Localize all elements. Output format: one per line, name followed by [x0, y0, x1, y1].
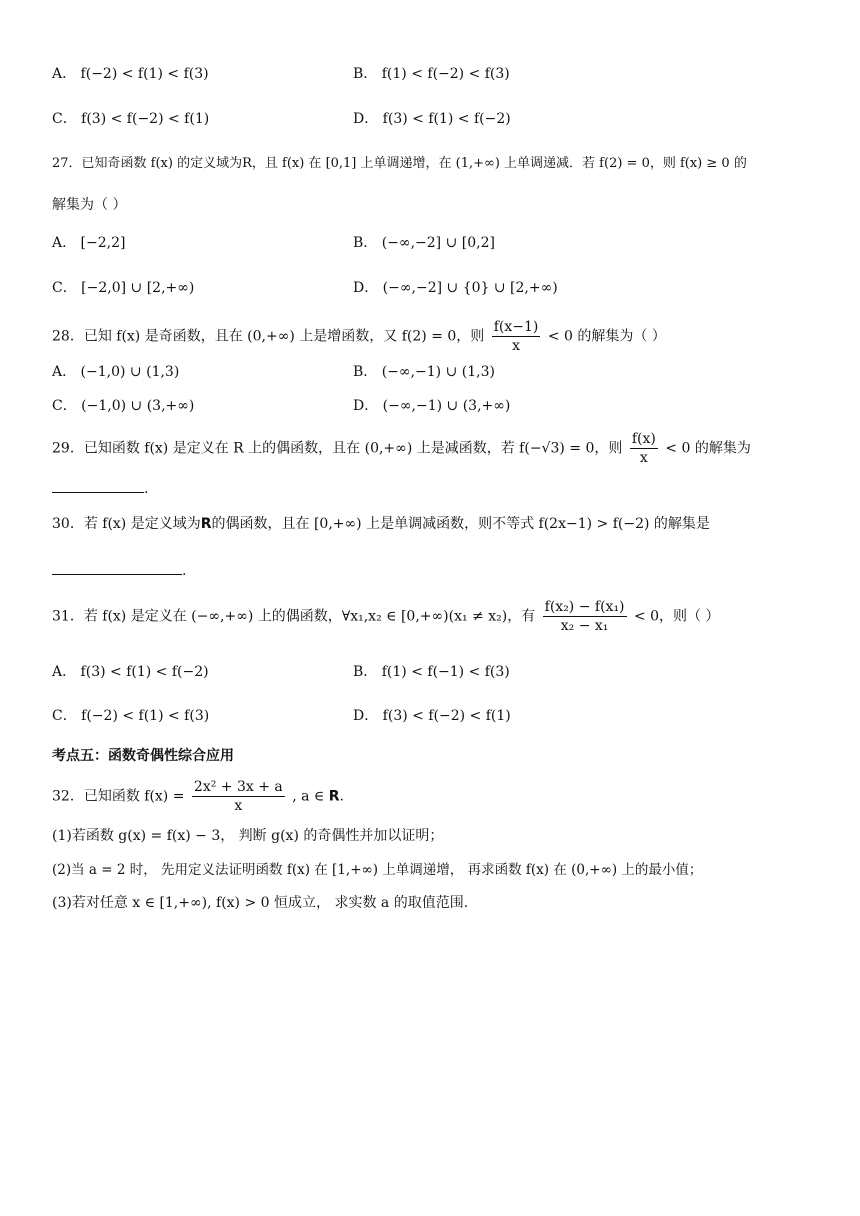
q28-stem-post: < 0 的解集为（ ） — [547, 328, 666, 345]
q32-part-2: (2)当 a = 2 时， 先用定义法证明函数 f(x) 在 [1,+∞) 上单调递增， 再求函数 f(x) 在 (0,+∞) 上的最小值； — [52, 862, 703, 878]
q26-option-c: C． f(3) < f(−2) < f(1) — [52, 111, 210, 127]
q28-stem-pre: 28．已知 f(x) 是奇函数，且在 (0,+∞) 上是增函数，又 f(2) = 0，则 — [52, 328, 485, 345]
q32-set-r: R — [328, 788, 340, 805]
q28-fraction-denominator: x — [512, 338, 521, 354]
q28-option-a: A． (−1,0) ∪ (1,3) — [52, 364, 180, 380]
q31-fraction-numerator: f(x₂) − f(x₁) — [544, 599, 625, 615]
q29-stem-pre: 29．已知函数 f(x) 是定义在 R 上的偶函数，且在 (0,+∞) 上是减函数，若 f(−√3) = 0，则 — [52, 440, 623, 457]
q30-answer-end: . — [182, 563, 187, 579]
q31-stem — [52, 598, 720, 635]
q32-fraction-numerator: 2x² + 3x + a — [193, 779, 283, 795]
q26-option-a: A． f(−2) < f(1) < f(3) — [52, 66, 209, 82]
q27-stem-line1: 27．已知奇函数 f(x) 的定义域为R，且 f(x) 在 [0,1] 上单调递增，在 (1,+∞) 上单调递减．若 f(2) = 0，则 f(x) ≥ 0 的 — [52, 156, 747, 171]
q30-answer-line — [52, 560, 186, 581]
q32-stem-pre: 32．已知函数 f(x) = — [52, 788, 185, 805]
q28-fraction-numerator: f(x−1) — [493, 319, 539, 335]
q28-stem — [52, 318, 666, 355]
q28-option-d: D． (−∞,−1) ∪ (3,+∞) — [353, 398, 511, 414]
q29-answer-blank — [52, 478, 144, 493]
q29-fraction-denominator: x — [639, 450, 648, 466]
q29-answer-end: . — [144, 481, 149, 497]
q31-option-b: B． f(1) < f(−1) < f(3) — [353, 664, 510, 680]
q27-option-c: C． [−2,0] ∪ [2,+∞) — [52, 280, 195, 296]
q32-stem-post: , a ∈ — [292, 788, 325, 805]
q27-option-b: B． (−∞,−2] ∪ [0,2] — [353, 235, 495, 251]
q27-option-a: A． [−2,2] — [52, 235, 126, 251]
section-title: 考点五：函数奇偶性综合应用 — [52, 748, 234, 764]
q28-option-c: C． (−1,0) ∪ (3,+∞) — [52, 398, 195, 414]
q29-answer-line — [52, 478, 148, 499]
q29-fraction — [630, 430, 658, 467]
q31-option-d: D． f(3) < f(−2) < f(1) — [353, 708, 511, 724]
q26-option-d: D． f(3) < f(1) < f(−2) — [353, 111, 511, 127]
q27-stem-line2: 解集为（ ） — [52, 197, 127, 213]
q32-stem-end: . — [339, 788, 344, 805]
q31-option-c: C． f(−2) < f(1) < f(3) — [52, 708, 210, 724]
q28-option-b: B． (−∞,−1) ∪ (1,3) — [353, 364, 495, 380]
q31-stem-post: < 0，则（ ） — [633, 608, 720, 625]
q31-fraction-denominator: x₂ − x₁ — [560, 618, 609, 634]
q30-stem-pre: 30．若 f(x) 是定义域为 — [52, 516, 201, 532]
q31-stem-pre: 31．若 f(x) 是定义在 (−∞,+∞) 上的偶函数，∀x₁,x₂ ∈ [0,+∞)(x₁ ≠ x₂)，有 — [52, 608, 536, 625]
q31-option-a: A． f(3) < f(1) < f(−2) — [52, 664, 209, 680]
q32-fraction — [192, 778, 285, 815]
q30-stem — [52, 514, 710, 534]
q30-set-r: R — [200, 516, 212, 532]
q30-answer-blank — [52, 560, 182, 575]
q32-fraction-denominator: x — [234, 798, 243, 814]
q29-stem-post: < 0 的解集为 — [665, 440, 751, 457]
q28-fraction — [492, 318, 541, 355]
q32-part-3: (3)若对任意 x ∈ [1,+∞), f(x) > 0 恒成立， 求实数 a 的取值范围. — [52, 895, 469, 911]
q31-fraction — [543, 598, 627, 635]
q29-fraction-numerator: f(x) — [631, 431, 656, 447]
q27-option-d: D． (−∞,−2] ∪ {0} ∪ [2,+∞) — [353, 280, 558, 296]
q32-part-1: (1)若函数 g(x) = f(x) − 3， 判断 g(x) 的奇偶性并加以证明； — [52, 828, 444, 844]
q26-option-b: B． f(1) < f(−2) < f(3) — [353, 66, 510, 82]
q30-stem-post: 的偶函数，且在 [0,+∞) 上是单调减函数，则不等式 f(2x−1) > f(−2) 的解集是 — [211, 516, 710, 532]
q29-stem — [52, 430, 751, 467]
q32-stem — [52, 778, 344, 815]
